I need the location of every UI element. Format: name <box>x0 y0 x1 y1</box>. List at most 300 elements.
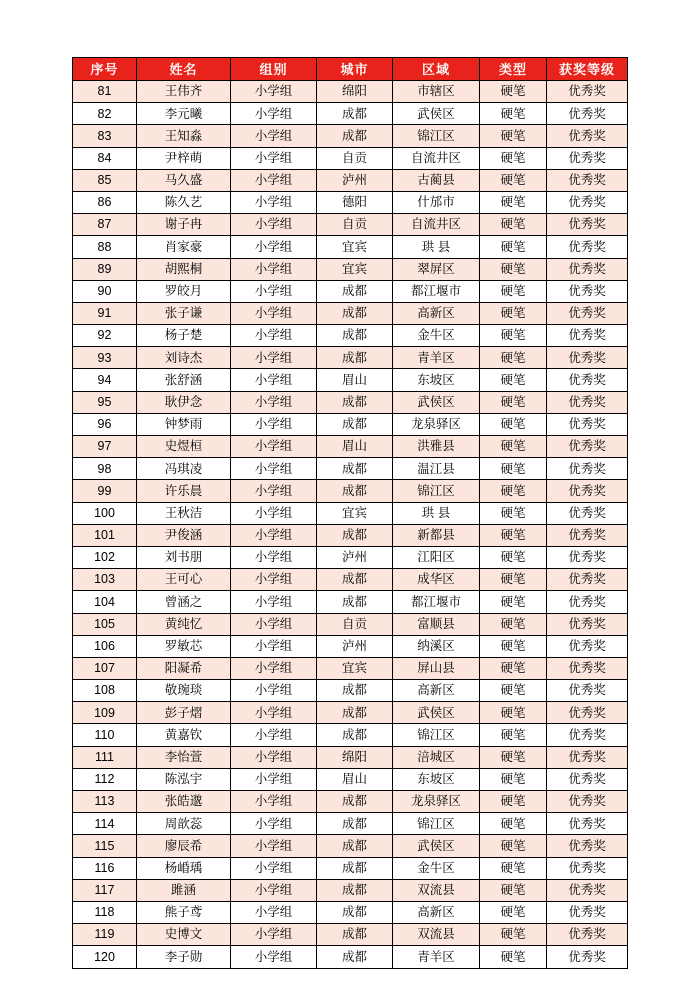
cell-city: 成都 <box>317 391 393 413</box>
cell-group: 小学组 <box>231 480 317 502</box>
cell-city: 泸州 <box>317 169 393 191</box>
cell-index: 96 <box>73 413 137 435</box>
cell-name: 钟梦雨 <box>137 413 231 435</box>
cell-index: 120 <box>73 946 137 968</box>
cell-group: 小学组 <box>231 391 317 413</box>
cell-name: 王秋洁 <box>137 502 231 524</box>
cell-index: 102 <box>73 546 137 568</box>
cell-index: 97 <box>73 436 137 458</box>
cell-index: 83 <box>73 125 137 147</box>
cell-area: 锦江区 <box>393 480 480 502</box>
cell-award-level: 优秀奖 <box>547 702 628 724</box>
cell-area: 青羊区 <box>393 946 480 968</box>
cell-city: 成都 <box>317 680 393 702</box>
cell-award-level: 优秀奖 <box>547 901 628 923</box>
cell-group: 小学组 <box>231 502 317 524</box>
cell-group: 小学组 <box>231 924 317 946</box>
cell-type: 硬笔 <box>480 369 547 391</box>
table-row <box>73 857 628 879</box>
cell-type: 硬笔 <box>480 524 547 546</box>
cell-name: 张子谦 <box>137 302 231 324</box>
cell-type: 硬笔 <box>480 81 547 103</box>
cell-index: 106 <box>73 635 137 657</box>
cell-city: 成都 <box>317 103 393 125</box>
cell-award-level: 优秀奖 <box>547 147 628 169</box>
cell-area: 锦江区 <box>393 813 480 835</box>
table-row <box>73 835 628 857</box>
cell-group: 小学组 <box>231 81 317 103</box>
cell-award-level: 优秀奖 <box>547 103 628 125</box>
cell-name: 谢子冉 <box>137 214 231 236</box>
cell-type: 硬笔 <box>480 436 547 458</box>
cell-name: 敬琬琰 <box>137 680 231 702</box>
column-header-group: 组别 <box>231 58 317 81</box>
cell-name: 黄纯忆 <box>137 613 231 635</box>
cell-area: 涪城区 <box>393 746 480 768</box>
cell-area: 锦江区 <box>393 125 480 147</box>
cell-area: 龙泉驿区 <box>393 413 480 435</box>
cell-index: 81 <box>73 81 137 103</box>
cell-city: 宜宾 <box>317 502 393 524</box>
cell-name: 李元曦 <box>137 103 231 125</box>
cell-name: 马久盛 <box>137 169 231 191</box>
cell-index: 117 <box>73 879 137 901</box>
cell-index: 89 <box>73 258 137 280</box>
cell-city: 成都 <box>317 125 393 147</box>
cell-area: 金牛区 <box>393 857 480 879</box>
cell-name: 杨崏瑀 <box>137 857 231 879</box>
cell-award-level: 优秀奖 <box>547 524 628 546</box>
cell-award-level: 优秀奖 <box>547 680 628 702</box>
cell-award-level: 优秀奖 <box>547 613 628 635</box>
cell-group: 小学组 <box>231 436 317 458</box>
cell-award-level: 优秀奖 <box>547 502 628 524</box>
cell-group: 小学组 <box>231 702 317 724</box>
column-header-name: 姓名 <box>137 58 231 81</box>
cell-area: 龙泉驿区 <box>393 791 480 813</box>
cell-area: 富顺县 <box>393 613 480 635</box>
cell-area: 高新区 <box>393 302 480 324</box>
cell-group: 小学组 <box>231 347 317 369</box>
cell-award-level: 优秀奖 <box>547 546 628 568</box>
cell-group: 小学组 <box>231 879 317 901</box>
cell-group: 小学组 <box>231 280 317 302</box>
column-header-area: 区域 <box>393 58 480 81</box>
cell-group: 小学组 <box>231 103 317 125</box>
cell-award-level: 优秀奖 <box>547 191 628 213</box>
cell-type: 硬笔 <box>480 613 547 635</box>
table-row <box>73 214 628 236</box>
table-row <box>73 81 628 103</box>
table-header-row <box>73 58 628 81</box>
cell-type: 硬笔 <box>480 901 547 923</box>
cell-city: 成都 <box>317 591 393 613</box>
cell-city: 成都 <box>317 458 393 480</box>
cell-area: 东坡区 <box>393 768 480 790</box>
table-row <box>73 724 628 746</box>
column-header-type: 类型 <box>480 58 547 81</box>
cell-award-level: 优秀奖 <box>547 125 628 147</box>
cell-group: 小学组 <box>231 635 317 657</box>
cell-award-level: 优秀奖 <box>547 347 628 369</box>
cell-type: 硬笔 <box>480 302 547 324</box>
cell-type: 硬笔 <box>480 657 547 679</box>
cell-city: 成都 <box>317 702 393 724</box>
cell-type: 硬笔 <box>480 702 547 724</box>
cell-name: 周歆蕊 <box>137 813 231 835</box>
table-row <box>73 325 628 347</box>
cell-group: 小学组 <box>231 302 317 324</box>
cell-award-level: 优秀奖 <box>547 946 628 968</box>
cell-type: 硬笔 <box>480 169 547 191</box>
cell-city: 成都 <box>317 835 393 857</box>
cell-name: 雎涵 <box>137 879 231 901</box>
cell-name: 刘书朋 <box>137 546 231 568</box>
cell-award-level: 优秀奖 <box>547 214 628 236</box>
cell-city: 自贡 <box>317 147 393 169</box>
cell-type: 硬笔 <box>480 214 547 236</box>
cell-name: 曾涵之 <box>137 591 231 613</box>
cell-index: 98 <box>73 458 137 480</box>
cell-group: 小学组 <box>231 169 317 191</box>
cell-name: 张舒涵 <box>137 369 231 391</box>
cell-city: 自贡 <box>317 214 393 236</box>
cell-area: 屏山县 <box>393 657 480 679</box>
cell-award-level: 优秀奖 <box>547 635 628 657</box>
table-row <box>73 147 628 169</box>
cell-group: 小学组 <box>231 791 317 813</box>
cell-group: 小学组 <box>231 147 317 169</box>
cell-index: 86 <box>73 191 137 213</box>
cell-group: 小学组 <box>231 857 317 879</box>
cell-type: 硬笔 <box>480 946 547 968</box>
cell-index: 101 <box>73 524 137 546</box>
cell-index: 115 <box>73 835 137 857</box>
cell-city: 眉山 <box>317 369 393 391</box>
cell-area: 自流井区 <box>393 214 480 236</box>
cell-type: 硬笔 <box>480 458 547 480</box>
table-row <box>73 280 628 302</box>
table-row <box>73 502 628 524</box>
cell-index: 114 <box>73 813 137 835</box>
cell-name: 刘诗杰 <box>137 347 231 369</box>
cell-index: 95 <box>73 391 137 413</box>
cell-area: 洪雅县 <box>393 436 480 458</box>
table-row <box>73 413 628 435</box>
table-row <box>73 569 628 591</box>
cell-award-level: 优秀奖 <box>547 458 628 480</box>
table-row <box>73 635 628 657</box>
cell-type: 硬笔 <box>480 546 547 568</box>
cell-award-level: 优秀奖 <box>547 768 628 790</box>
cell-type: 硬笔 <box>480 924 547 946</box>
cell-index: 94 <box>73 369 137 391</box>
cell-city: 成都 <box>317 813 393 835</box>
cell-group: 小学组 <box>231 125 317 147</box>
cell-area: 高新区 <box>393 901 480 923</box>
table-header <box>73 58 628 81</box>
cell-city: 成都 <box>317 413 393 435</box>
cell-area: 双流县 <box>393 924 480 946</box>
cell-group: 小学组 <box>231 524 317 546</box>
cell-city: 眉山 <box>317 768 393 790</box>
table-row <box>73 657 628 679</box>
cell-city: 宜宾 <box>317 657 393 679</box>
cell-area: 都江堰市 <box>393 591 480 613</box>
cell-type: 硬笔 <box>480 591 547 613</box>
table-row <box>73 613 628 635</box>
cell-area: 成华区 <box>393 569 480 591</box>
table-row <box>73 125 628 147</box>
cell-index: 119 <box>73 924 137 946</box>
cell-area: 高新区 <box>393 680 480 702</box>
table-row <box>73 436 628 458</box>
cell-area: 什邡市 <box>393 191 480 213</box>
cell-group: 小学组 <box>231 657 317 679</box>
cell-group: 小学组 <box>231 724 317 746</box>
cell-award-level: 优秀奖 <box>547 724 628 746</box>
cell-award-level: 优秀奖 <box>547 857 628 879</box>
cell-type: 硬笔 <box>480 103 547 125</box>
cell-index: 105 <box>73 613 137 635</box>
cell-index: 93 <box>73 347 137 369</box>
cell-group: 小学组 <box>231 546 317 568</box>
cell-award-level: 优秀奖 <box>547 369 628 391</box>
table-row <box>73 813 628 835</box>
cell-award-level: 优秀奖 <box>547 569 628 591</box>
cell-group: 小学组 <box>231 680 317 702</box>
cell-city: 自贡 <box>317 613 393 635</box>
cell-city: 成都 <box>317 524 393 546</box>
cell-group: 小学组 <box>231 214 317 236</box>
cell-city: 宜宾 <box>317 236 393 258</box>
table-row <box>73 347 628 369</box>
cell-name: 许乐晨 <box>137 480 231 502</box>
cell-name: 黄嘉钦 <box>137 724 231 746</box>
cell-group: 小学组 <box>231 946 317 968</box>
table-row <box>73 524 628 546</box>
cell-type: 硬笔 <box>480 746 547 768</box>
cell-city: 成都 <box>317 325 393 347</box>
cell-name: 熊子鸢 <box>137 901 231 923</box>
award-list-table <box>72 57 628 969</box>
cell-name: 阳凝希 <box>137 657 231 679</box>
cell-name: 史煜桓 <box>137 436 231 458</box>
table-row <box>73 458 628 480</box>
cell-type: 硬笔 <box>480 125 547 147</box>
cell-award-level: 优秀奖 <box>547 302 628 324</box>
table-row <box>73 879 628 901</box>
cell-group: 小学组 <box>231 191 317 213</box>
cell-name: 耿伊念 <box>137 391 231 413</box>
cell-name: 王伟齐 <box>137 81 231 103</box>
cell-award-level: 优秀奖 <box>547 879 628 901</box>
cell-type: 硬笔 <box>480 325 547 347</box>
table-row <box>73 391 628 413</box>
cell-city: 成都 <box>317 901 393 923</box>
cell-city: 成都 <box>317 347 393 369</box>
cell-group: 小学组 <box>231 458 317 480</box>
table-row <box>73 768 628 790</box>
cell-city: 成都 <box>317 569 393 591</box>
cell-award-level: 优秀奖 <box>547 325 628 347</box>
table-row <box>73 258 628 280</box>
cell-name: 杨子楚 <box>137 325 231 347</box>
cell-type: 硬笔 <box>480 724 547 746</box>
cell-index: 107 <box>73 657 137 679</box>
cell-group: 小学组 <box>231 835 317 857</box>
cell-index: 91 <box>73 302 137 324</box>
cell-city: 泸州 <box>317 635 393 657</box>
cell-city: 成都 <box>317 857 393 879</box>
cell-type: 硬笔 <box>480 879 547 901</box>
cell-name: 罗敏芯 <box>137 635 231 657</box>
cell-name: 胡熙桐 <box>137 258 231 280</box>
cell-award-level: 优秀奖 <box>547 791 628 813</box>
cell-group: 小学组 <box>231 325 317 347</box>
cell-index: 85 <box>73 169 137 191</box>
cell-city: 宜宾 <box>317 258 393 280</box>
cell-award-level: 优秀奖 <box>547 657 628 679</box>
cell-award-level: 优秀奖 <box>547 813 628 835</box>
cell-award-level: 优秀奖 <box>547 746 628 768</box>
cell-group: 小学组 <box>231 236 317 258</box>
table-row <box>73 546 628 568</box>
cell-area: 市辖区 <box>393 81 480 103</box>
table-row <box>73 191 628 213</box>
cell-area: 东坡区 <box>393 369 480 391</box>
cell-type: 硬笔 <box>480 391 547 413</box>
cell-group: 小学组 <box>231 413 317 435</box>
cell-index: 109 <box>73 702 137 724</box>
cell-city: 成都 <box>317 791 393 813</box>
cell-name: 彭子熠 <box>137 702 231 724</box>
cell-name: 罗皎月 <box>137 280 231 302</box>
cell-city: 成都 <box>317 946 393 968</box>
cell-name: 尹俊涵 <box>137 524 231 546</box>
cell-area: 江阳区 <box>393 546 480 568</box>
cell-area: 武侯区 <box>393 702 480 724</box>
cell-type: 硬笔 <box>480 791 547 813</box>
cell-area: 纳溪区 <box>393 635 480 657</box>
cell-index: 87 <box>73 214 137 236</box>
cell-group: 小学组 <box>231 258 317 280</box>
cell-area: 都江堰市 <box>393 280 480 302</box>
cell-city: 成都 <box>317 280 393 302</box>
table-row <box>73 791 628 813</box>
cell-city: 眉山 <box>317 436 393 458</box>
cell-index: 113 <box>73 791 137 813</box>
cell-group: 小学组 <box>231 746 317 768</box>
cell-group: 小学组 <box>231 768 317 790</box>
cell-city: 成都 <box>317 302 393 324</box>
cell-city: 绵阳 <box>317 746 393 768</box>
cell-type: 硬笔 <box>480 768 547 790</box>
cell-type: 硬笔 <box>480 236 547 258</box>
cell-type: 硬笔 <box>480 258 547 280</box>
column-header-award-level: 获奖等级 <box>547 58 628 81</box>
table-row <box>73 924 628 946</box>
cell-name: 尹梓萌 <box>137 147 231 169</box>
cell-type: 硬笔 <box>480 191 547 213</box>
table-row <box>73 236 628 258</box>
cell-index: 104 <box>73 591 137 613</box>
cell-index: 100 <box>73 502 137 524</box>
cell-name: 史博文 <box>137 924 231 946</box>
cell-area: 锦江区 <box>393 724 480 746</box>
table-row <box>73 302 628 324</box>
cell-area: 自流井区 <box>393 147 480 169</box>
cell-index: 84 <box>73 147 137 169</box>
cell-area: 双流县 <box>393 879 480 901</box>
cell-name: 王知淼 <box>137 125 231 147</box>
cell-type: 硬笔 <box>480 857 547 879</box>
cell-index: 112 <box>73 768 137 790</box>
cell-area: 武侯区 <box>393 103 480 125</box>
cell-index: 103 <box>73 569 137 591</box>
cell-index: 116 <box>73 857 137 879</box>
cell-area: 武侯区 <box>393 391 480 413</box>
cell-award-level: 优秀奖 <box>547 169 628 191</box>
cell-type: 硬笔 <box>480 680 547 702</box>
table-row <box>73 591 628 613</box>
table-row <box>73 480 628 502</box>
cell-award-level: 优秀奖 <box>547 924 628 946</box>
cell-award-level: 优秀奖 <box>547 258 628 280</box>
cell-index: 118 <box>73 901 137 923</box>
cell-city: 绵阳 <box>317 81 393 103</box>
cell-area: 青羊区 <box>393 347 480 369</box>
column-header-city: 城市 <box>317 58 393 81</box>
table-row <box>73 169 628 191</box>
cell-area: 古蔺县 <box>393 169 480 191</box>
cell-award-level: 优秀奖 <box>547 835 628 857</box>
cell-type: 硬笔 <box>480 413 547 435</box>
cell-city: 泸州 <box>317 546 393 568</box>
cell-type: 硬笔 <box>480 569 547 591</box>
cell-index: 92 <box>73 325 137 347</box>
cell-index: 108 <box>73 680 137 702</box>
cell-award-level: 优秀奖 <box>547 280 628 302</box>
cell-type: 硬笔 <box>480 635 547 657</box>
cell-area: 温江县 <box>393 458 480 480</box>
table-row <box>73 369 628 391</box>
cell-city: 成都 <box>317 879 393 901</box>
cell-type: 硬笔 <box>480 480 547 502</box>
cell-area: 武侯区 <box>393 835 480 857</box>
cell-group: 小学组 <box>231 901 317 923</box>
cell-type: 硬笔 <box>480 280 547 302</box>
cell-group: 小学组 <box>231 569 317 591</box>
cell-name: 李怡萱 <box>137 746 231 768</box>
cell-group: 小学组 <box>231 613 317 635</box>
cell-name: 廖辰希 <box>137 835 231 857</box>
cell-group: 小学组 <box>231 369 317 391</box>
table-body <box>73 81 628 969</box>
cell-type: 硬笔 <box>480 813 547 835</box>
cell-name: 冯琪凌 <box>137 458 231 480</box>
cell-name: 肖家豪 <box>137 236 231 258</box>
column-header-index: 序号 <box>73 58 137 81</box>
cell-city: 德阳 <box>317 191 393 213</box>
cell-award-level: 优秀奖 <box>547 391 628 413</box>
table-row <box>73 680 628 702</box>
table-row <box>73 946 628 968</box>
cell-city: 成都 <box>317 480 393 502</box>
cell-name: 陈泓宇 <box>137 768 231 790</box>
cell-area: 新都县 <box>393 524 480 546</box>
cell-type: 硬笔 <box>480 347 547 369</box>
